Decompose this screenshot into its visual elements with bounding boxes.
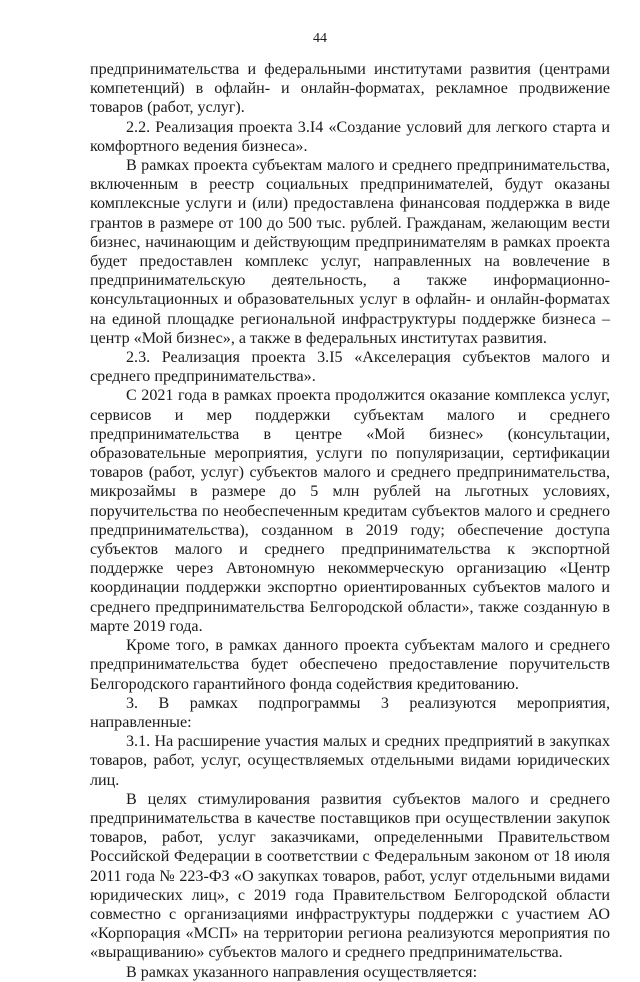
paragraph: В рамках проекта субъектам малого и среднего предпринимательства, включенным в реестр социальных предпринимателей, будут оказаны комплексные услуги и (или) предоставлена финансовая поддержка в виде грантов в размере от 100 до 500 тыс. рублей. Гражданам, желающим вести бизнес, начинающим и действующим предпринимателям в рамках проекта будет предоставлен комплекс услуг, направленных на вовлечение в предпринимательскую деятельность, а также информационно-консультационных и образовательных услуг в офлайн- и онлайн-форматах на единой площадке региональной инфраструктуры поддержке бизнеса – центр «Мой бизнес», а также в федеральных институтах развития. — [90, 157, 610, 347]
page-number: 44 — [313, 31, 327, 46]
paragraph: 3. В рамках подпрограммы 3 реализуются мероприятия, направленные: — [90, 694, 610, 731]
paragraph: 2.2. Реализация проекта 3.I4 «Создание условий для легкого старта и комфортного ведения бизнеса». — [90, 118, 610, 155]
paragraph: 2.3. Реализация проекта 3.I5 «Акселерация субъектов малого и среднего предпринимательства». — [90, 349, 610, 386]
document-body — [90, 60, 610, 982]
paragraph: 3.1. На расширение участия малых и средних предприятий в закупках товаров, работ, услуг, осуществляемых отдельными видами юридических лиц. — [90, 733, 610, 789]
paragraph: предпринимательства и федеральными институтами развития (центрами компетенций) в офлайн- и онлайн-форматах, рекламное продвижение товаров (работ, услуг). — [90, 61, 610, 117]
paragraph: С 2021 года в рамках проекта продолжится оказание комплекса услуг, сервисов и мер поддержки субъектам малого и среднего предпринимательства в центре «Мой бизнес» (консультации, образовательные мероприятия, услуги по популяризации, сертификации товаров (работ, услуг) субъектов малого и среднего предпринимательства, микрозаймы в размере до 5 млн рублей на льготных условиях, поручительства по необеспеченным кредитам субъектов малого и среднего предпринимательства), созданном в 2019 году; обеспечение доступа субъектов малого и среднего предпринимательства к экспортной поддержке через Автономную некоммерческую организацию «Центр координации поддержки экспортно ориентированных субъектов малого и среднего предпринимательства Белгородской области», также созданную в марте 2019 года. — [90, 387, 610, 635]
paragraph: В рамках указанного направления осуществляется: — [126, 963, 478, 981]
paragraph: В целях стимулирования развития субъектов малого и среднего предпринимательства в качестве поставщиков при осуществлении закупок товаров, работ, услуг заказчиками, определенными Правительством Российской Федерации в соответствии с Федеральным законом от 18 июля 2011 года № 223-ФЗ «О закупках товаров, работ, услуг отдельными видами юридических лиц», с 2019 года Правительством Белгородской области совместно с организациями инфраструктуры поддержки с участием АО «Корпорация «МСП» на территории региона реализуются мероприятия по «выращиванию» субъектов малого и среднего предпринимательства. — [90, 790, 610, 962]
paragraph: Кроме того, в рамках данного проекта субъектам малого и среднего предпринимательства будет обеспечено предоставление поручительств Белгородского гарантийного фонда содействия кредитованию. — [90, 637, 610, 693]
